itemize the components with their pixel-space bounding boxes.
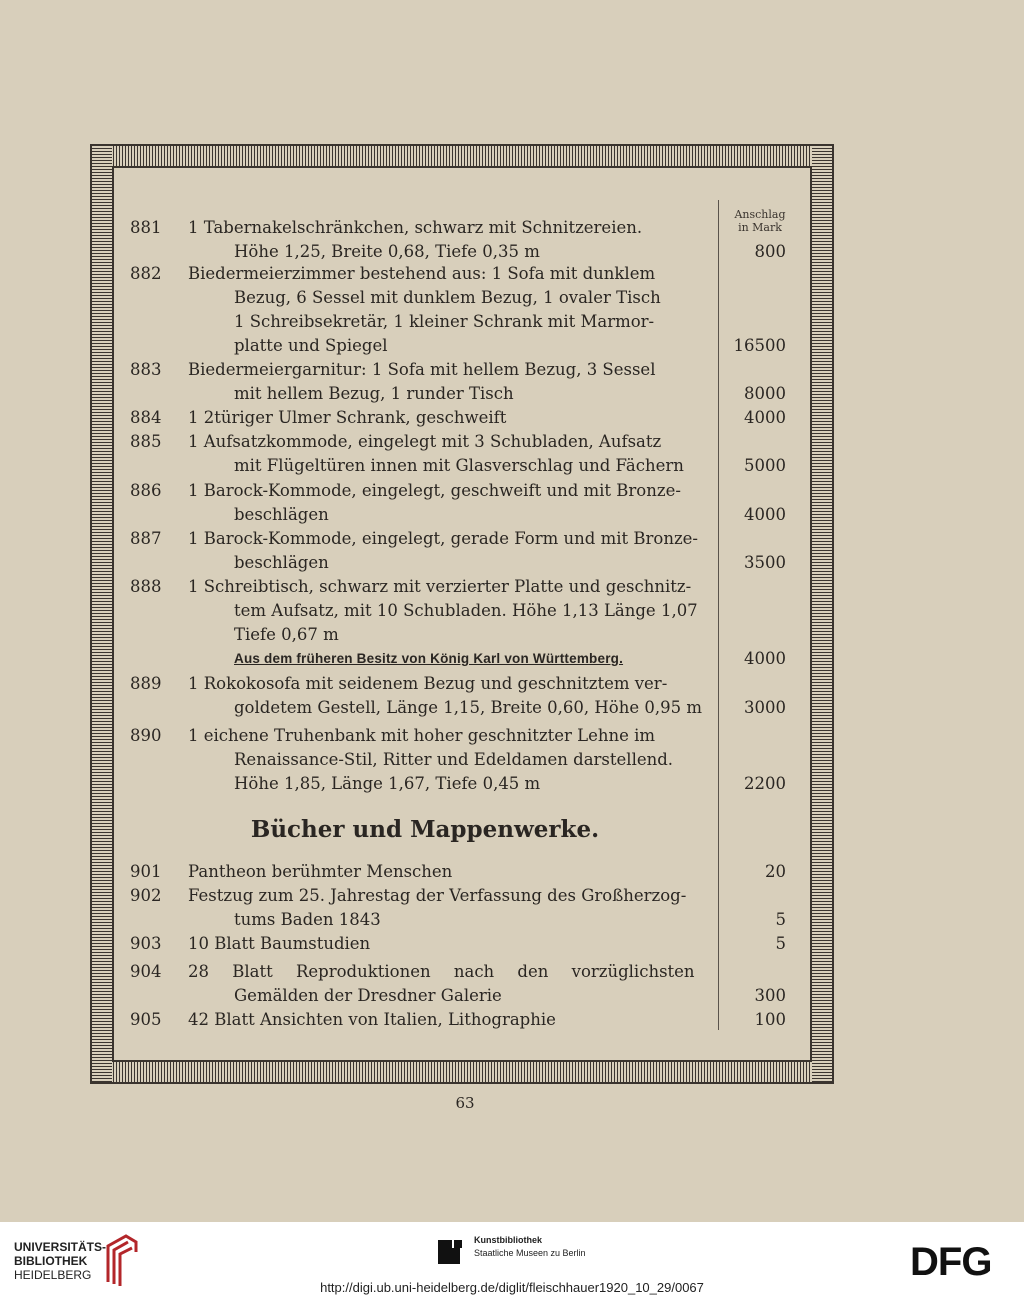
frame-hatch-right	[812, 146, 832, 1082]
item-text: Festzug zum 25. Jahrestag der Verfassung des Großherzog-	[188, 886, 687, 905]
item-price: 800	[754, 242, 786, 261]
page-number: 63	[455, 1094, 475, 1112]
item-text: platte und Spiegel	[234, 336, 388, 355]
item-text: tem Aufsatz, mit 10 Schubladen. Höhe 1,13 Länge 1,07	[234, 601, 698, 620]
item-text: 1 Tabernakelschränkchen, schwarz mit Schnitzereien.	[188, 218, 643, 237]
item-number: 888	[130, 577, 162, 596]
item-text: 42 Blatt Ansichten von Italien, Lithographie	[188, 1010, 556, 1029]
item-text: 1 Aufsatzkommode, eingelegt mit 3 Schubladen, Aufsatz	[188, 432, 662, 451]
item-price: 20	[765, 862, 786, 881]
item-text: beschlägen	[234, 553, 329, 572]
item-text: beschlägen	[234, 505, 329, 524]
item-number: 887	[130, 529, 162, 548]
ub-logo-line2: BIBLIOTHEK	[14, 1254, 88, 1268]
item-number: 883	[130, 360, 162, 379]
item-price: 4000	[744, 649, 786, 668]
item-price: 3500	[744, 553, 786, 572]
item-price: 4000	[744, 505, 786, 524]
item-text: 1 eichene Truhenbank mit hoher geschnitzter Lehne im	[188, 726, 656, 745]
item-text: 1 Barock-Kommode, eingelegt, gerade Form und mit Bronze-	[188, 529, 698, 548]
item-text: 1 Schreibtisch, schwarz mit verzierter Platte und geschnitz-	[188, 577, 692, 596]
item-text: Biedermeierzimmer bestehend aus: 1 Sofa mit dunklem	[188, 264, 656, 283]
item-text: 1 Barock-Kommode, eingelegt, geschweift und mit Bronze-	[188, 481, 681, 500]
item-number: 905	[130, 1010, 162, 1029]
price-column-header	[722, 208, 798, 234]
item-price: 16500	[733, 336, 786, 355]
item-text: 10 Blatt Baumstudien	[188, 934, 371, 953]
item-number: 902	[130, 886, 162, 905]
item-text: goldetem Gestell, Länge 1,15, Breite 0,60, Höhe 0,95 m	[234, 698, 702, 717]
item-text: 1 Rokokosofa mit seidenem Bezug und geschnitztem ver-	[188, 674, 668, 693]
kunstbibliothek-label[interactable]	[474, 1234, 586, 1260]
ub-logo-line3: HEIDELBERG	[14, 1268, 92, 1282]
item-price: 5000	[744, 456, 786, 475]
item-price: 2200	[744, 774, 786, 793]
dfg-logo[interactable]: DFG	[910, 1240, 992, 1284]
item-number: 904	[130, 962, 162, 981]
frame-hatch-bottom	[92, 1062, 832, 1082]
column-header-line2: in Mark	[738, 221, 782, 234]
price-column-rule	[718, 200, 719, 1030]
item-text: 1 2türiger Ulmer Schrank, geschweift	[188, 408, 507, 427]
item-text: tums Baden 1843	[234, 910, 381, 929]
kb-line2: Staatliche Museen zu Berlin	[474, 1248, 586, 1258]
item-price: 4000	[744, 408, 786, 427]
item-text: Pantheon berühmter Menschen	[188, 862, 453, 881]
item-number: 884	[130, 408, 162, 427]
item-number: 882	[130, 264, 162, 283]
item-price: 5	[775, 910, 786, 929]
item-price: 8000	[744, 384, 786, 403]
item-number: 901	[130, 862, 162, 881]
frame-hatch-left	[92, 146, 112, 1082]
column-header-line1: Anschlag	[734, 208, 786, 221]
item-text: mit Flügeltüren innen mit Glasverschlag und Fächern	[234, 456, 684, 475]
viewer-footer	[0, 1222, 1024, 1298]
item-text: Tiefe 0,67 m	[234, 625, 339, 644]
kb-line1: Kunstbibliothek	[474, 1235, 542, 1245]
item-text: Gemälden der Dresdner Galerie	[234, 986, 502, 1005]
frame-hatch-top	[92, 146, 832, 166]
kunstbibliothek-logo-icon	[436, 1236, 466, 1266]
item-number: 890	[130, 726, 162, 745]
item-text: 28 Blatt Reproduktionen nach den vorzüglichsten	[188, 962, 695, 981]
item-text: 1 Schreibsekretär, 1 kleiner Schrank mit Marmor-	[234, 312, 655, 331]
item-text: Bezug, 6 Sessel mit dunklem Bezug, 1 ovaler Tisch	[234, 288, 661, 307]
item-number: 903	[130, 934, 162, 953]
item-price: 5	[775, 934, 786, 953]
item-number: 886	[130, 481, 162, 500]
section-heading: Bücher und Mappenwerke.	[250, 816, 600, 843]
item-price: 3000	[744, 698, 786, 717]
ub-logo-line1: UNIVERSITÄTS-	[14, 1240, 107, 1254]
item-text: Biedermeiergarnitur: 1 Sofa mit hellem Bezug, 3 Sessel	[188, 360, 656, 379]
item-price: 300	[754, 986, 786, 1005]
item-number: 889	[130, 674, 162, 693]
item-number: 881	[130, 218, 162, 237]
item-text: mit hellem Bezug, 1 runder Tisch	[234, 384, 514, 403]
item-number: 885	[130, 432, 162, 451]
ub-heidelberg-logo[interactable]	[14, 1240, 106, 1282]
provenance-note: Aus dem früheren Besitz von König Karl von Württemberg.	[234, 651, 624, 666]
item-text: Höhe 1,85, Länge 1,67, Tiefe 0,45 m	[234, 774, 541, 793]
item-text: Höhe 1,25, Breite 0,68, Tiefe 0,35 m	[234, 242, 540, 261]
item-text: Renaissance-Stil, Ritter und Edeldamen darstellend.	[234, 750, 674, 769]
permalink-url[interactable]: http://digi.ub.uni-heidelberg.de/diglit/fleischhauer1920_10_29/0067	[320, 1280, 704, 1295]
item-price: 100	[754, 1010, 786, 1029]
